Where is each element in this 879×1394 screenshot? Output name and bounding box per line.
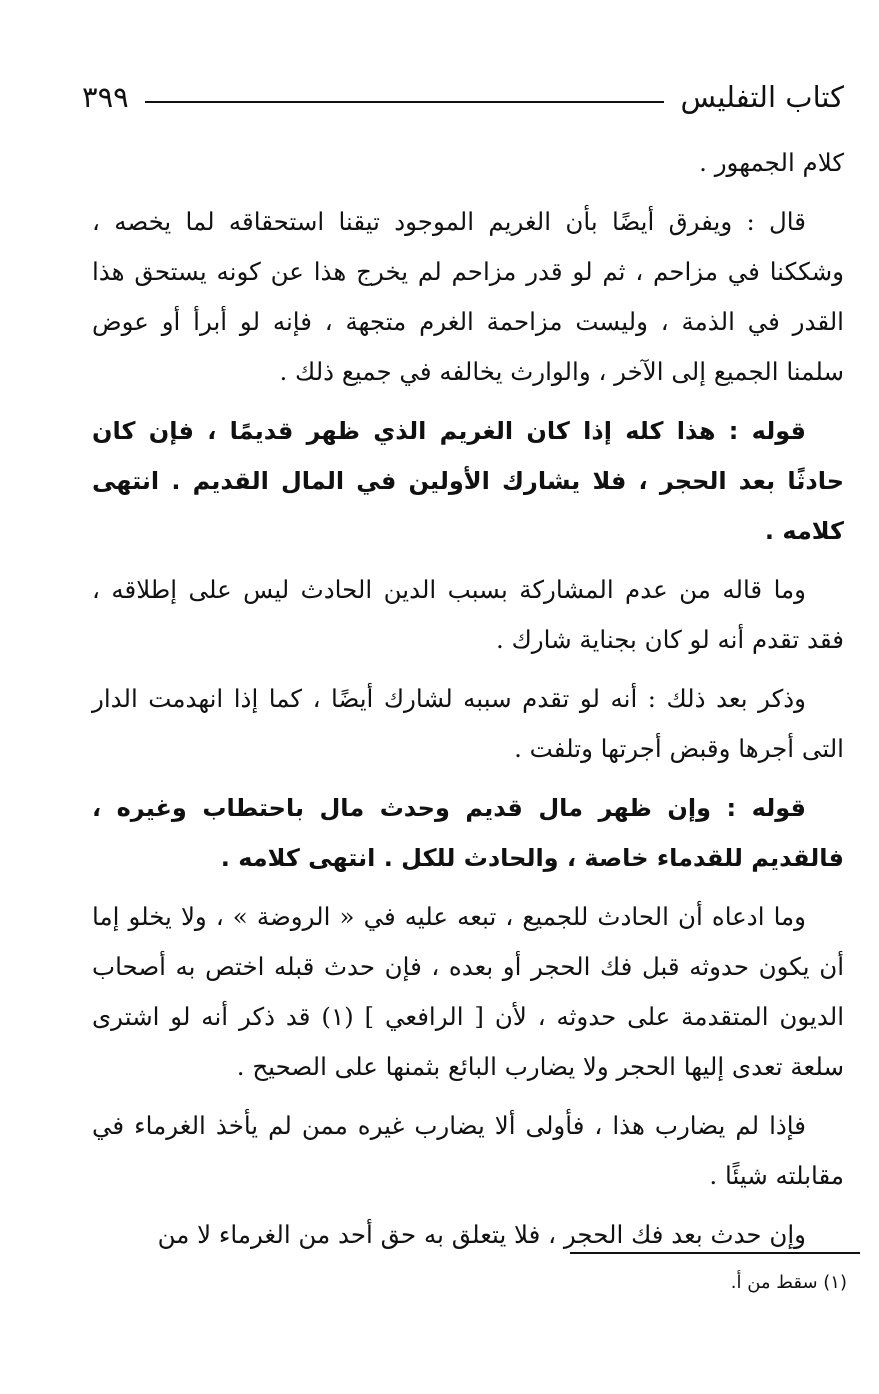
header-rule [145, 101, 665, 103]
page-header [82, 72, 844, 122]
paragraph: كلام الجمهور . [699, 148, 844, 177]
paragraph: وذكر بعد ذلك : أنه لو تقدم سببه لشارك أيضًا ، كما إذا انهدمت الدار التى أجرها وقبض أجرتها وتلفت . [92, 684, 844, 763]
paragraph: وما ادعاه أن الحادث للجميع ، تبعه عليه في « الروضة » ، ولا يخلو إما أن يكون حدوثه قبل فك الحجر أو بعده ، فإن حدث قبله اختص به أصحاب الديون المتقدمة على حدوثه ، لأن [ الرافعي ] (١) قد ذكر أنه لو اشترى سلعة تعدى إليها الحجر ولا يضارب البائع بثمنها على الصحيح . [92, 902, 845, 1081]
running-title: كتاب التفليس [680, 80, 844, 114]
page-number: ٣٩٩ [82, 80, 129, 114]
quoted-statement: قوله : وإن ظهر مال قديم وحدث مال باحتطاب وغيره ، فالقديم للقدماء خاصة ، والحادث للكل . انتهى كلامه . [92, 794, 844, 872]
quoted-statement: قوله : هذا كله إذا كان الغريم الذي ظهر قديمًا ، فإن كان حادثًا بعد الحجر ، فلا يشارك الأولين في المال القديم . انتهى كلامه . [92, 417, 844, 545]
footnote-rule [570, 1252, 860, 1254]
paragraph: وإن حدث بعد فك الحجر ، فلا يتعلق به حق أحد من الغرماء لا من [157, 1220, 806, 1249]
paragraph: وما قاله من عدم المشاركة بسبب الدين الحادث ليس على إطلاقه ، فقد تقدم أنه لو كان بجناية شارك . [92, 575, 844, 654]
body-text [92, 138, 844, 1260]
paragraph: فإذا لم يضارب هذا ، فأولى ألا يضارب غيره ممن لم يأخذ الغرماء في مقابلته شيئًا . [92, 1111, 844, 1190]
paragraph: قال : ويفرق أيضًا بأن الغريم الموجود تيقنا استحقاقه لما يخصه ، وشككنا في مزاحم ، ثم لو قدر مزاحم لم يخرج هذا عن كونه يستحق هذا القدر في الذمة ، وليست مزاحمة الغرم متجهة ، فإنه لو أبرأ أو عوض سلمنا الجميع إلى الآخر ، والوارث يخالفه في جميع ذلك . [92, 207, 844, 386]
footnote: (١) سقط من أ. [730, 1272, 847, 1293]
